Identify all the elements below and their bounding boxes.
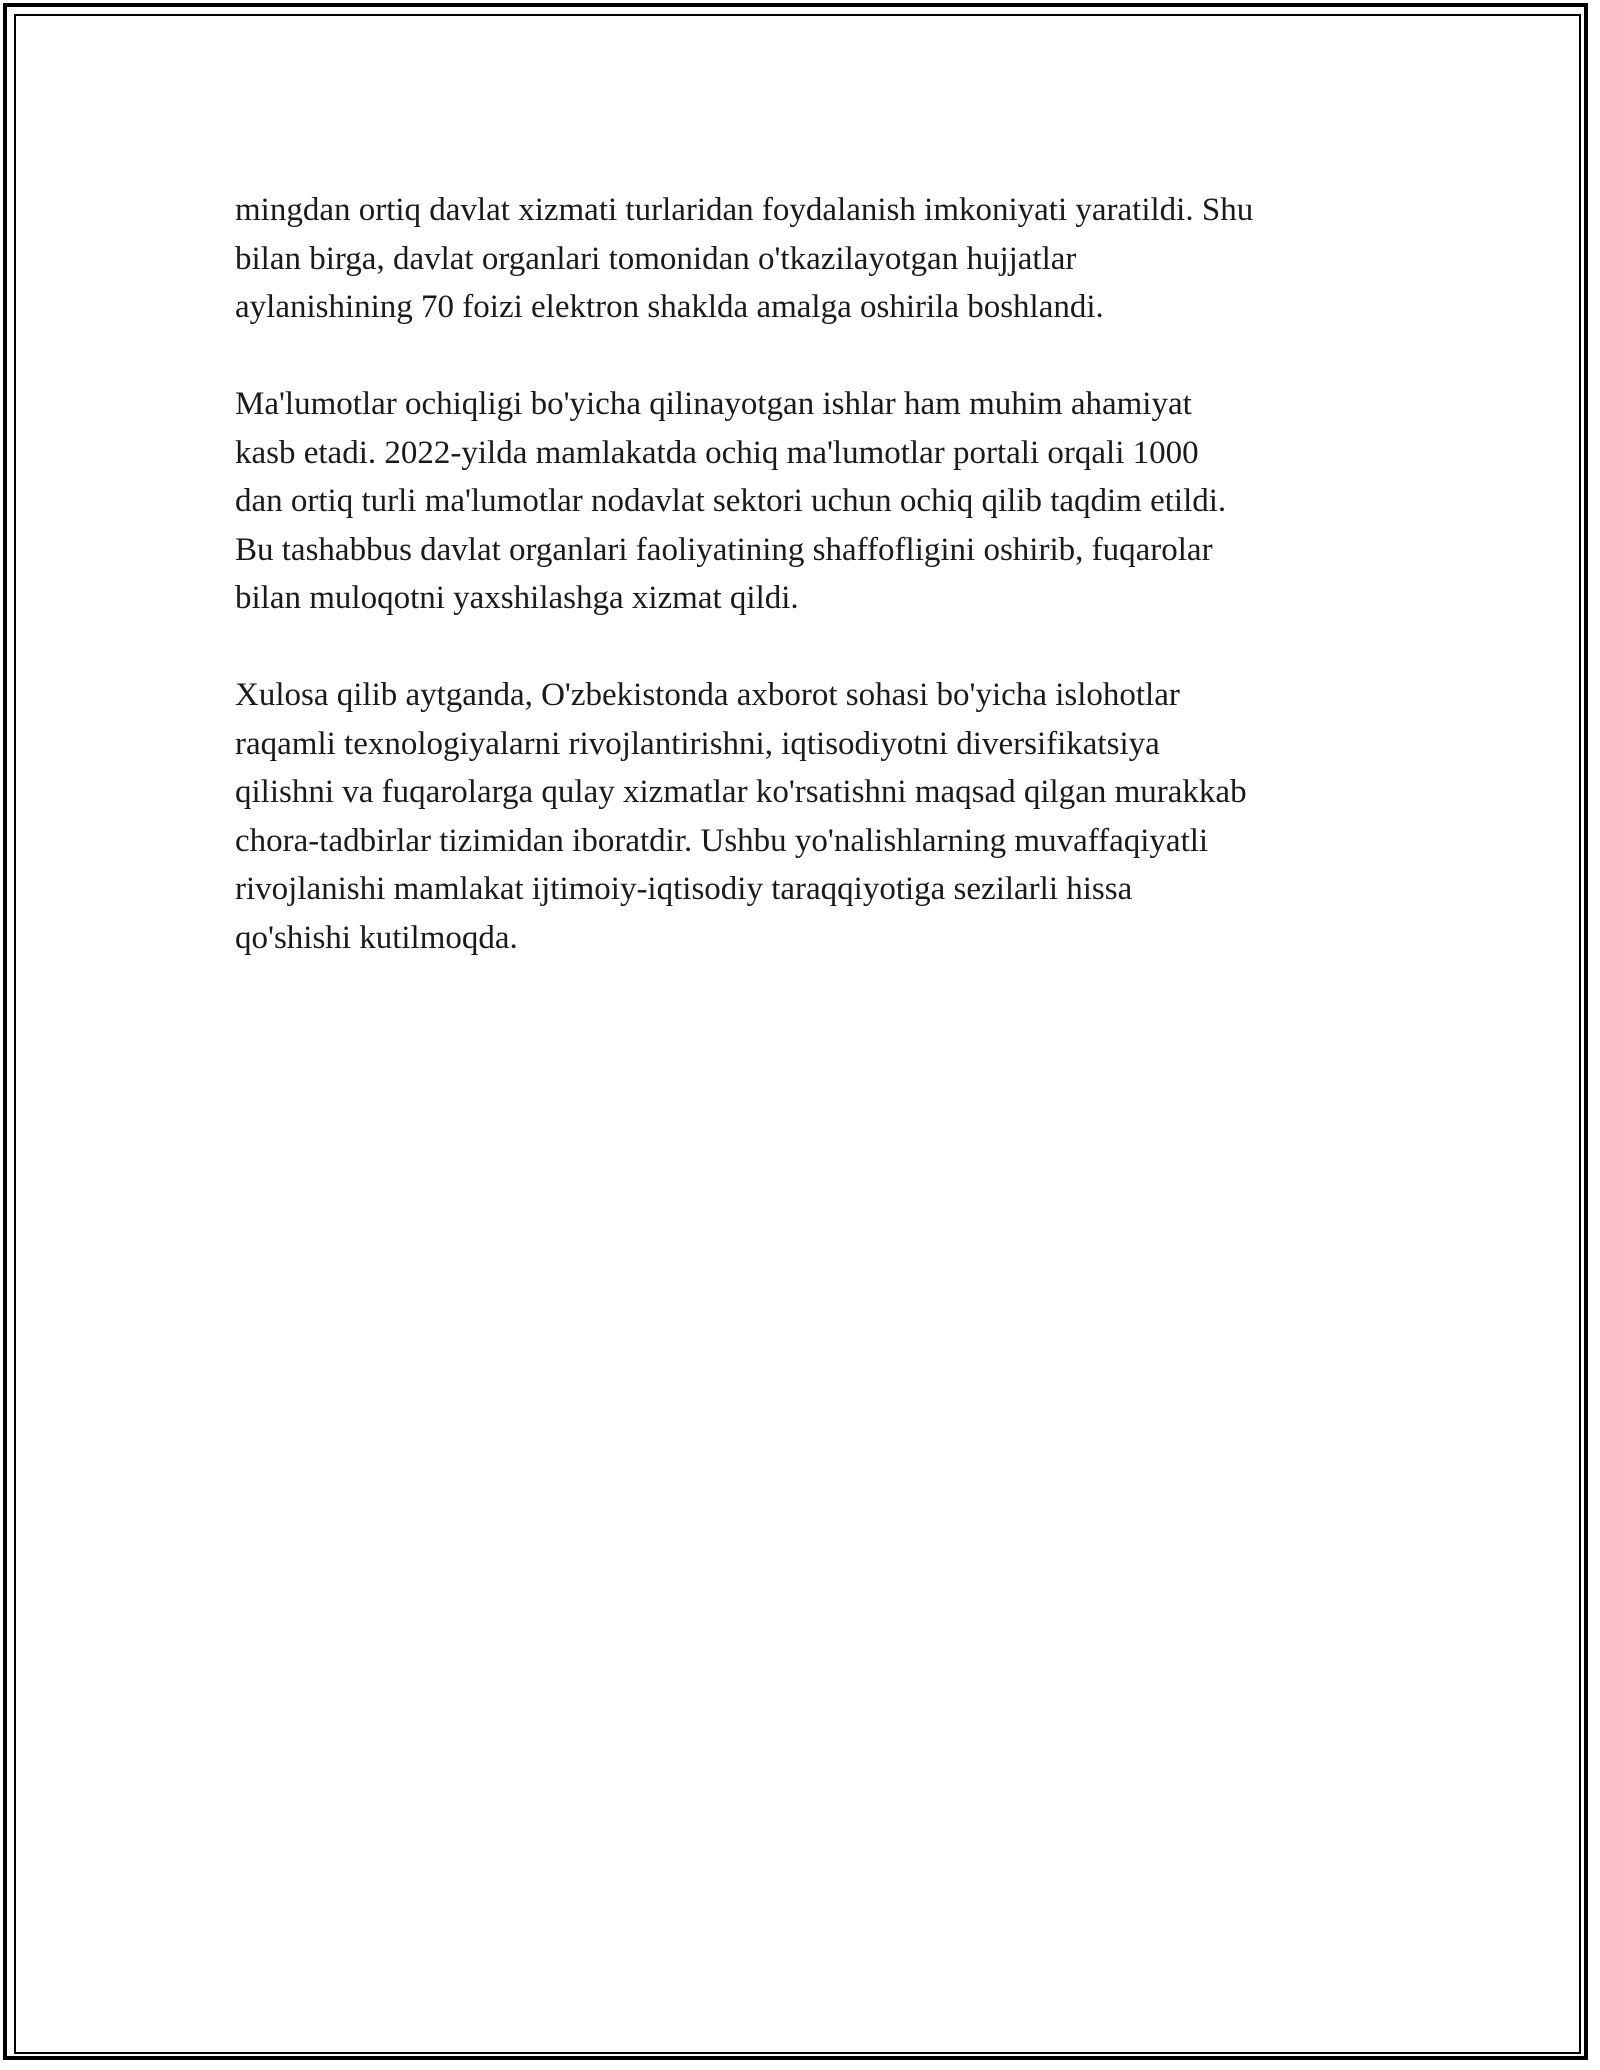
text-line: Bu tashabbus davlat organlari faoliyatining shaffofligini oshirib, fuqarolar [235, 531, 1213, 568]
text-line: mingdan ortiq davlat xizmati turlaridan foydalanish imkoniyati yaratildi. Shu [235, 192, 1254, 228]
text-line: qo'shishi kutilmoqda. [235, 919, 518, 956]
text-line: rivojlanishi mamlakat ijtimoiy-iqtisodiy taraqqiyotiga sezilarli hissa [235, 871, 1133, 907]
text-line: dan ortiq turli ma'lumotlar nodavlat sektori uchun ochiq qilib taqdim etildi. [235, 483, 1227, 519]
text-line: Ma'lumotlar ochiqligi bo'yicha qilinayotgan ishlar ham muhim ahamiyat [235, 386, 1192, 422]
paragraph-1 [235, 186, 1375, 332]
text-line: raqamli texnologiyalarni rivojlantirishni, iqtisodiyotni diversifikatsiya [235, 725, 1160, 762]
text-line: qilishni va fuqarolarga qulay xizmatlar ko'rsatishni maqsad qilgan murakkab [235, 774, 1247, 810]
text-line: bilan muloqotni yaxshilashga xizmat qildi. [235, 580, 799, 616]
document-body [235, 186, 1375, 1011]
text-line: kasb etadi. 2022-yilda mamlakatda ochiq ma'lumotlar portali orqali 1000 [235, 434, 1199, 471]
text-line: chora-tadbirlar tizimidan iboratdir. Ushbu yo'nalishlarning muvaffaqiyatli [235, 822, 1209, 859]
text-line: Xulosa qilib aytganda, O'zbekistonda axborot sohasi bo'yicha islohotlar [235, 677, 1180, 713]
paragraph-2 [235, 380, 1375, 623]
paragraph-3 [235, 671, 1375, 962]
text-line: bilan birga, davlat organlari tomonidan o'tkazilayotgan hujjatlar [235, 240, 1077, 277]
text-line: aylanishining 70 foizi elektron shaklda amalga oshirila boshlandi. [235, 289, 1104, 325]
